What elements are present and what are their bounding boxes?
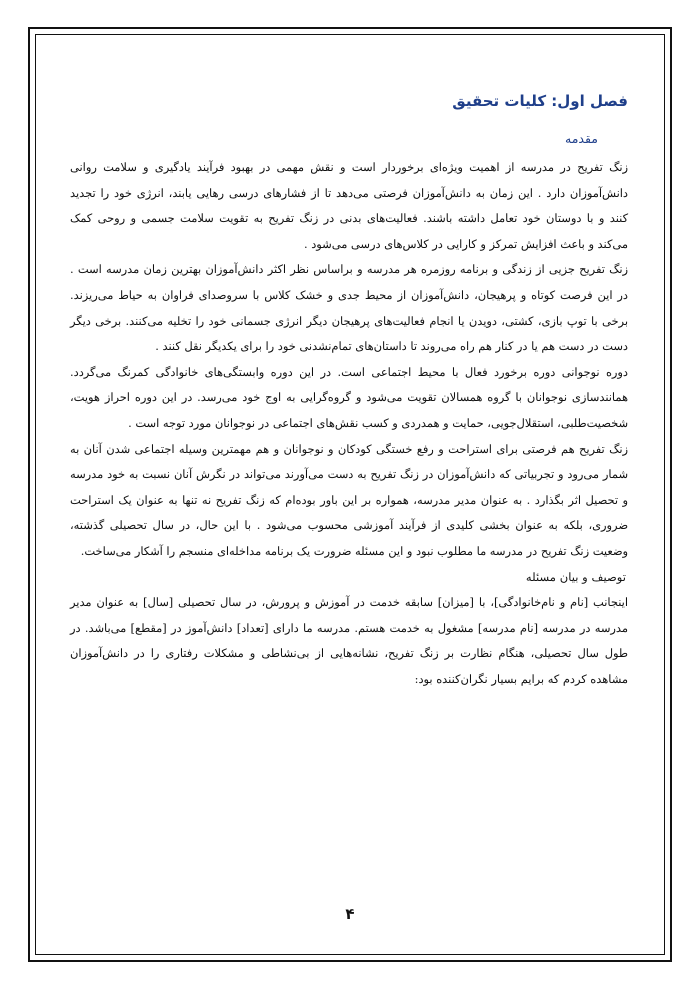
intro-heading: مقدمه [565, 131, 598, 146]
paragraph-1: زنگ تفریح در مدرسه از اهمیت ویژه‌ای برخوردار است و نقش مهمی در بهبود فرآیند یادگیری و سلامت روانی دانش‌آموزان دارد . این زمان به دانش‌آموزان فرصتی می‌دهد تا از فشارهای درسی رهایی یابند، انرژی خود را تجدید کنند و با دوستان خود تعامل داشته باشند. فعالیت‌های بدنی در زنگ تفریح به تقویت سلامت جسمی و روحی کمک می‌کند و باعث افزایش تمرکز و کارایی در کلاس‌های درسی می‌شود . [70, 160, 628, 251]
page-number: ۴ [345, 905, 355, 923]
paragraph-3: دوره نوجوانی دوره برخورد فعال با محیط اجتماعی است. در این دوره وابستگی‌های خانوادگی کمرنگ می‌گردد. همانندسازی نوجوانان با گروه همسالان تقویت می‌شود و گروه‌گرایی به اوج خود می‌رسد. در این دوره احراز هویت، شخصیت‌طلبی، استقلال‌جویی، حمایت و همدردی و کسب نقش‌های اجتماعی در نوجوانان مورد توجه است . [70, 364, 628, 430]
chapter-title: فصل اول: کلیات تحقیق [452, 92, 628, 110]
paragraph-2: زنگ تفریح جزیی از زندگی و برنامه روزمره هر مدرسه و براساس نظر اکثر دانش‌آموزان بهترین زمان مدرسه است . در این فرصت کوتاه و پرهیجان، دانش‌آموزان از محیط جدی و خشک کلاس با سروصدای فراوان به حیاط می‌ریزند. برخی با توپ بازی، کشتی، دویدن یا انجام فعالیت‌های پرهیجان دیگر انرژی جسمانی خود را تخلیه می‌کنند. برخی دیگر دست در دست هم یا در کنار هم راه می‌روند تا داستان‌های تمام‌نشدنی خود را برای یکدیگر نقل کنند . [70, 262, 628, 354]
problem-heading: توصیف و بیان مسئله [525, 569, 626, 584]
problem-paragraph: اینجانب [نام و نام‌خانوادگی]، با [میزان] سابقه خدمت در آموزش و پرورش، در سال تحصیلی [سال] به عنوان مدیر مدرسه در مدرسه [نام مدرسه] مشغول به خدمت هستم. مدرسه ما دارای [تعداد] دانش‌آموز در [مقطع] می‌باشد. در طول سال تحصیلی، هنگام نظارت بر زنگ تفریح، نشانه‌هایی از بی‌نشاطی و مشکلات رفتاری را در دانش‌آموزان مشاهده کردم که برایم بسیار نگران‌کننده بود: [70, 595, 628, 686]
paragraph-4: زنگ تفریح هم فرصتی برای استراحت و رفع خستگی کودکان و نوجوانان و هم مهمترین وسیله اجتماعی شدن آنان به شمار می‌رود و تجربیاتی که دانش‌آموزان در زنگ تفریح به دست می‌آورند می‌تواند در نگرش آنان نسبت به خود مدرسه و تحصیل اثر بگذارد . به عنوان مدیر مدرسه، همواره بر این باور بوده‌ام که زنگ تفریح نه تنها به عنوان یک استراحت ضروری، بلکه به عنوان بخشی کلیدی از فرآیند آموزشی محسوب می‌شود . با این حال، در سال تحصیلی گذشته، وضعیت زنگ تفریح در مدرسه ما مطلوب نبود و این مسئله ضرورت یک برنامه مداخله‌ای منسجم را آشکار می‌ساخت. [70, 441, 628, 558]
document-body [70, 88, 628, 692]
